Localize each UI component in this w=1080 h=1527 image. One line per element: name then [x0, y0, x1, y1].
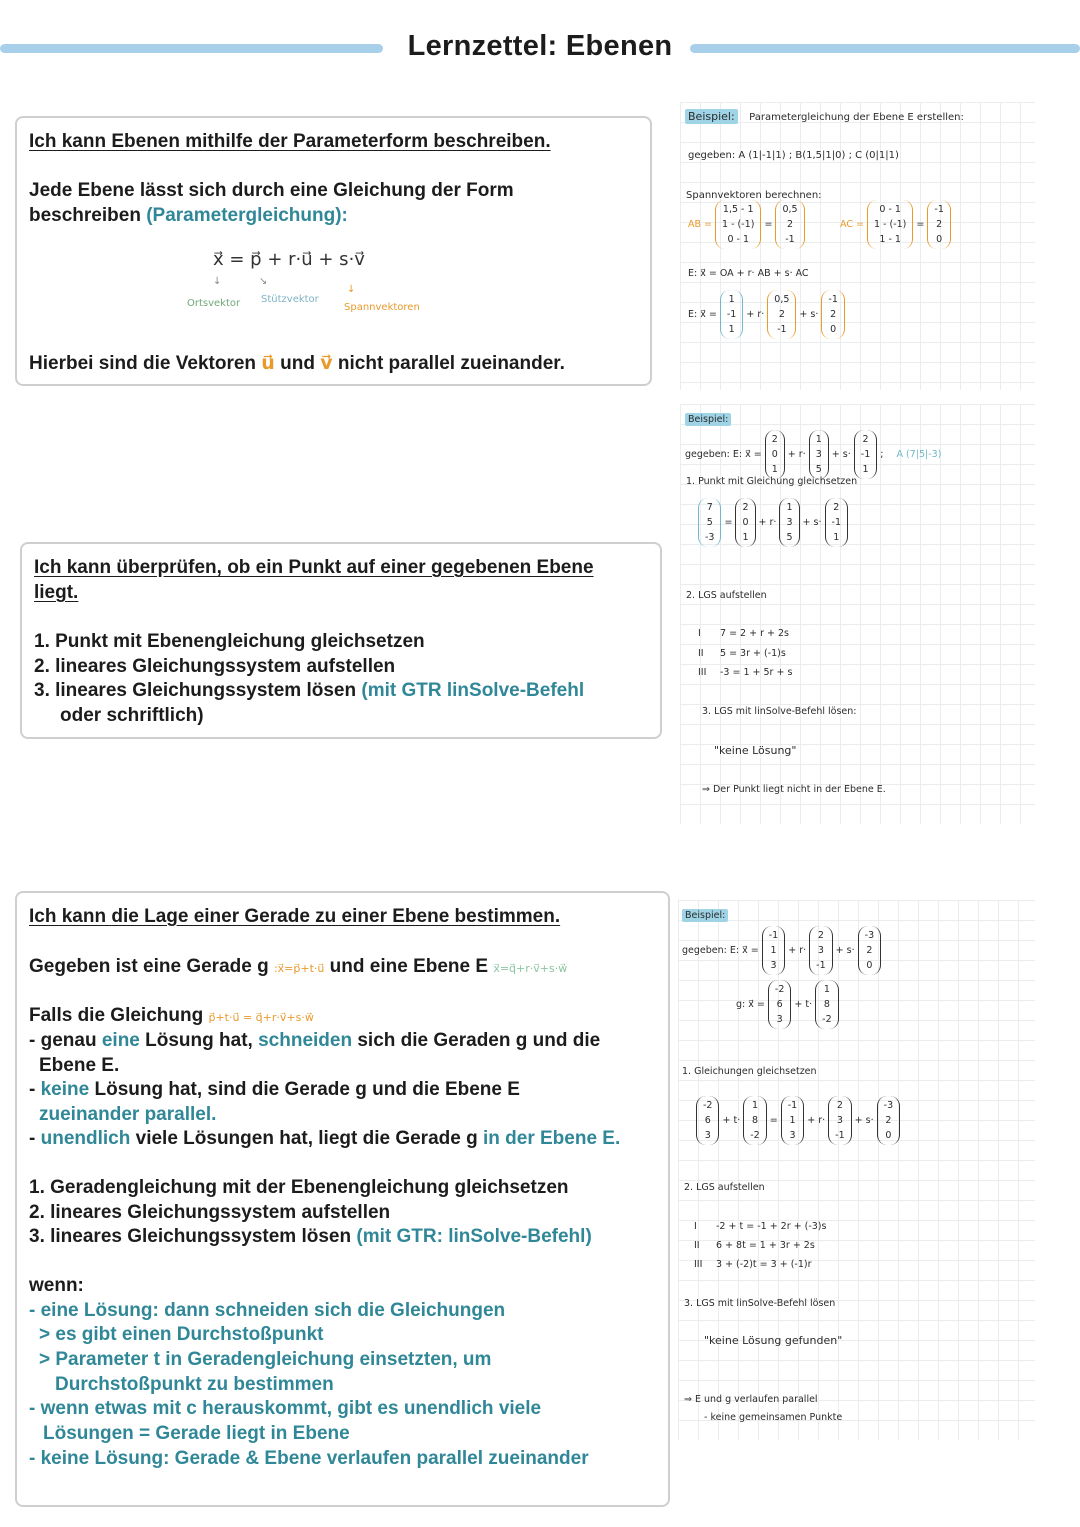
given-e: gegeben: E: x⃗ = -1 1 3 + r· 2 3 -1 + s· -3 2 0	[682, 914, 881, 975]
label-spannvektoren: Spannvektoren	[344, 302, 420, 313]
wenn-line: Lösungen = Gerade liegt in Ebene	[43, 1423, 350, 1444]
matrix-cell: 0 - 1	[879, 204, 901, 215]
notes-example-punktprobe	[680, 404, 1035, 824]
wenn-line: > es gibt einen Durchstoßpunkt	[39, 1324, 324, 1345]
e-label: E: x⃗ =	[688, 309, 717, 320]
wenn-line: > Parameter t in Geradengleichung einsetzten, um	[39, 1349, 492, 1370]
matrix-cell: 1 - (-1)	[722, 219, 755, 230]
conclusion: ⇒ E und g verlaufen parallel	[684, 1394, 818, 1405]
matrix-cell: 0	[742, 517, 749, 528]
label-ortsvektor: Ortsvektor	[187, 298, 241, 309]
vector-u: u⃗	[261, 353, 275, 374]
beispiel-label: Beispiel:	[685, 109, 738, 124]
equated-vectors: -2 6 3 + t· 1 8 -2 = -1 1 3 + r· 2 3 -1 + s· -3 2 0	[696, 1096, 900, 1145]
ac-matrix	[821, 290, 844, 339]
given-label: gegeben: E: x⃗ =	[682, 945, 759, 956]
row-equation: -2 + t = -1 + 2r + (-3)s	[716, 1221, 827, 1232]
matrix-cell: 2	[742, 502, 749, 513]
matrix-cell: 1	[815, 434, 822, 445]
matrix-cell: 1	[789, 1115, 796, 1126]
step: 1. Punkt mit Ebenengleichung gleichsetzen	[34, 631, 425, 652]
vector-matrix	[768, 980, 791, 1029]
wenn-label: wenn:	[29, 1275, 84, 1296]
matrix-cell: 0	[885, 1130, 892, 1141]
spann-label: Spannvektoren berechnen:	[686, 190, 822, 201]
box-parameterform	[15, 116, 652, 386]
ac-label: AC =	[840, 219, 864, 230]
wenn-line: - eine Lösung: dann schneiden sich die Gleichungen	[29, 1300, 506, 1321]
text-segment: keine	[40, 1079, 90, 1100]
vector-matrix	[809, 430, 829, 479]
step: 1. Geradengleichung mit der Ebenengleichung gleichsetzen	[29, 1177, 569, 1198]
equated-vectors: 7 5 -3 = 2 0 1 + r· 1 3 5 + s· 2 -1 1	[698, 498, 848, 547]
matrix-cell: -3	[864, 930, 875, 941]
matrix-cell: -3	[705, 532, 715, 543]
matrix-cell: 1	[728, 294, 735, 305]
matrix-cell: 1	[751, 1100, 759, 1111]
arrow-glyph: ↓	[213, 276, 222, 287]
matrix-cell: 0	[830, 324, 837, 335]
matrix-cell: -2	[822, 1014, 832, 1025]
matrix-cell: 3	[817, 945, 824, 956]
text-segment: unendlich	[40, 1128, 131, 1149]
row-number: I	[694, 1221, 697, 1232]
text-segment: in der Ebene E.	[482, 1128, 621, 1149]
case-line	[29, 1078, 520, 1103]
e-equation: x⃗=q⃗+r·v⃗+s·w⃗	[493, 962, 568, 975]
example-header	[685, 110, 964, 123]
matrix-cell: 1	[728, 324, 735, 335]
text-segment: -	[29, 1079, 41, 1100]
case-line: zueinander parallel.	[39, 1104, 217, 1125]
matrix-cell: 2	[836, 1100, 843, 1111]
given-g: g: x⃗ = -2 6 3 + t· 1 8 -2	[736, 980, 839, 1029]
step	[29, 1225, 592, 1250]
matrix-cell: 5	[815, 464, 822, 475]
oa-matrix	[720, 290, 743, 339]
row-equation: 6 + 8t = 1 + 3r + 2s	[716, 1240, 815, 1251]
parametergleichung-label: (Parametergleichung):	[146, 205, 348, 226]
vector-matrix	[765, 430, 785, 479]
title-bar-left	[0, 44, 383, 53]
matrix-cell: 1	[786, 502, 793, 513]
box-punktprobe	[20, 542, 662, 739]
text-segment: sich die Geraden g und die	[352, 1030, 601, 1051]
text-segment: nicht parallel zueinander.	[332, 353, 565, 374]
ab-label: AB =	[688, 219, 712, 230]
matrix-cell: -1	[816, 960, 826, 971]
matrix-cell: 1 - (-1)	[873, 219, 907, 230]
matrix-cell: 3	[815, 449, 822, 460]
vector-matrix	[735, 498, 755, 547]
matrix-cell: 2	[862, 434, 869, 445]
matrix-cell: 7	[706, 502, 713, 513]
box-heading: liegt.	[34, 582, 79, 603]
formula: x⃗ = p⃗ + r·u⃗ + s·v⃗	[213, 249, 365, 270]
box-heading: Ich kann Ebenen mithilfe der Parameterform beschreiben.	[29, 131, 551, 152]
row-equation: 3 + (-2)t = 3 + (-1)r	[716, 1259, 812, 1270]
matrix-cell: 2	[817, 930, 824, 941]
matrix-cell: 5	[786, 532, 793, 543]
label-stuetzvektor: Stützvektor	[261, 294, 319, 305]
step: 2. lineares Gleichungssystem aufstellen	[34, 656, 396, 677]
given-label: gegeben: E: x⃗ =	[685, 449, 762, 460]
page-title: Lernzettel: Ebenen	[407, 30, 673, 62]
step-label: 2. LGS aufstellen	[684, 1182, 765, 1193]
wenn-line: Durchstoßpunkt zu bestimmen	[55, 1374, 334, 1395]
text-segment: Lösung hat,	[139, 1030, 259, 1051]
text-segment: Gegeben ist eine Gerade g	[29, 956, 274, 977]
matrix-cell: 2	[866, 945, 873, 956]
text-segment: und eine Ebene E	[324, 956, 494, 977]
matrix-cell: -1	[768, 930, 779, 941]
row-number: III	[698, 667, 707, 678]
matrix-cell: -2	[774, 984, 785, 995]
vector-matrix	[743, 1096, 766, 1145]
matrix-cell: 2	[778, 309, 785, 320]
vector-matrix	[781, 1096, 804, 1145]
ab-calc-matrix	[715, 200, 761, 249]
matrix-cell: -2	[703, 1100, 713, 1111]
lgs-row	[698, 628, 789, 639]
result-text: "keine Lösung gefunden"	[704, 1334, 843, 1347]
vector-matrix	[877, 1096, 900, 1145]
matrix-cell: -1	[777, 324, 787, 335]
matrix-cell: -1	[831, 517, 842, 528]
g-label: g: x⃗ =	[736, 999, 765, 1010]
matrix-cell: 3	[786, 517, 793, 528]
vector-matrix	[825, 498, 848, 547]
matrix-cell: 2	[786, 219, 794, 230]
matrix-cell: 1	[823, 984, 830, 995]
text-segment: eine	[101, 1030, 140, 1051]
vector-matrix	[854, 430, 877, 479]
step: 2. lineares Gleichungssystem aufstellen	[29, 1202, 391, 1223]
falls-equation: p⃗+t·u⃗ = q⃗+r·v⃗+s·w⃗	[208, 1011, 314, 1024]
matrix-cell: 3	[770, 960, 777, 971]
matrix-cell: -1	[835, 1130, 845, 1141]
matrix-cell: 3	[704, 1130, 711, 1141]
text-segment: 3. lineares Gleichungssystem lösen	[29, 1226, 357, 1247]
step	[34, 679, 584, 704]
matrix-cell: -1	[828, 294, 838, 305]
matrix-cell: 1	[771, 464, 778, 475]
ab-result-matrix	[775, 200, 804, 249]
g-equation: :x⃗=p⃗+t·u⃗	[273, 962, 325, 975]
text-segment: viele Lösungen hat, liegt die Gerade g	[130, 1128, 483, 1149]
beispiel-label: Beispiel:	[682, 909, 728, 922]
notes-example-lage	[678, 900, 1035, 1440]
case-line: Ebene E.	[39, 1055, 120, 1076]
matrix-cell: 2	[771, 434, 778, 445]
step-label: 2. LGS aufstellen	[686, 590, 767, 601]
lgs-row	[698, 667, 792, 678]
conclusion: ⇒ Der Punkt liegt nicht in der Ebene E.	[702, 784, 886, 795]
vector-matrix	[696, 1096, 719, 1145]
matrix-cell: 1	[862, 464, 869, 475]
conclusion: - keine gemeinsamen Punkte	[704, 1412, 843, 1423]
text-line	[29, 204, 348, 229]
matrix-cell: -1	[787, 1100, 798, 1111]
matrix-cell: 0 - 1	[727, 234, 750, 245]
matrix-cell: 6	[776, 999, 783, 1010]
box-lage-gerade-ebene	[15, 891, 670, 1507]
matrix-cell: 1,5 - 1	[722, 204, 754, 215]
text-segment: Lösung hat, sind die Gerade g und die Ebene E	[89, 1079, 520, 1100]
matrix-cell: 2	[936, 219, 943, 230]
matrix-cell: 3	[836, 1115, 843, 1126]
step-continuation: oder schriftlich)	[60, 705, 204, 726]
matrix-cell: -1	[934, 204, 944, 215]
vector-matrix	[779, 498, 799, 547]
text-segment: - genau	[29, 1030, 102, 1051]
ab-matrix	[767, 290, 796, 339]
given-line: gegeben: A (1|-1|1) ; B(1,5|1|0) ; C (0|1|1)	[688, 150, 899, 161]
matrix-cell: 8	[823, 999, 830, 1010]
lgs-row	[694, 1259, 812, 1270]
matrix-cell: -1	[726, 309, 737, 320]
ac-calc-matrix	[867, 200, 913, 249]
vector-v: v⃗	[320, 353, 333, 374]
matrix-cell: 0,5	[782, 204, 798, 215]
matrix-cell: 3	[789, 1130, 796, 1141]
step-label: 3. LGS mit linSolve-Befehl lösen	[684, 1298, 836, 1309]
matrix-cell: 6	[704, 1115, 711, 1126]
vector-matrix	[809, 926, 832, 975]
row-number: III	[694, 1259, 703, 1270]
row-equation: -3 = 1 + 5r + s	[720, 667, 793, 678]
given-line: gegeben: E: x⃗ = 2 0 1 + r· 1 3 5 + s· 2 -1 1 ; A (7|5|-3)	[685, 418, 941, 479]
text-segment: Hierbei sind die Vektoren	[29, 353, 262, 374]
text-line: Jede Ebene lässt sich durch eine Gleichung der Form	[29, 180, 514, 201]
text-segment: beschreiben	[29, 205, 147, 226]
row-number: II	[694, 1240, 700, 1251]
matrix-cell: -3	[883, 1100, 894, 1111]
lgs-row	[698, 648, 786, 659]
text-line	[29, 352, 565, 377]
case-line	[29, 1029, 600, 1054]
matrix-cell: 1	[742, 532, 749, 543]
wenn-line: - keine Lösung: Gerade & Ebene verlaufen parallel zueinander	[29, 1448, 589, 1469]
matrix-cell: 0	[866, 960, 873, 971]
vector-matrix	[762, 926, 785, 975]
matrix-cell: 2	[833, 502, 840, 513]
row-number: II	[698, 648, 704, 659]
e-equation-vectors: E: x⃗ = 1 -1 1 + r· 0,5 2 -1 + s· -1 2 0	[688, 290, 845, 339]
point-label: A (7|5|-3)	[896, 449, 942, 460]
text-line	[29, 955, 567, 982]
point-matrix	[698, 498, 721, 547]
case-line	[29, 1127, 620, 1152]
matrix-cell: 1	[770, 945, 777, 956]
box-heading: Ich kann überprüfen, ob ein Punkt auf einer gegebenen Ebene	[34, 557, 594, 578]
result-text: "keine Lösung"	[714, 744, 797, 757]
text-line	[29, 1004, 314, 1031]
matrix-cell: 0	[936, 234, 943, 245]
text-segment: und	[274, 353, 321, 374]
step-label: 3. LGS mit linSolve-Befehl lösen:	[702, 706, 857, 717]
arrow-glyph: ↘	[259, 276, 268, 287]
matrix-cell: 2	[830, 309, 837, 320]
ac-vector: AC = 0 - 1 1 - (-1) 1 - 1 = -1 2 0	[840, 200, 951, 249]
text-segment: Falls die Gleichung	[29, 1005, 209, 1026]
task-text: Parametergleichung der Ebene E erstellen:	[749, 112, 964, 123]
arrow-glyph: ↓	[347, 284, 356, 295]
text-segment: 3. lineares Gleichungssystem lösen	[34, 680, 362, 701]
row-number: I	[698, 628, 701, 639]
step-label: 1. Punkt mit Gleichung gleichsetzen	[686, 476, 858, 487]
matrix-cell: 0	[771, 449, 778, 460]
notes-example-parameterform	[680, 102, 1035, 390]
box-heading: Ich kann die Lage einer Gerade zu einer Ebene bestimmen.	[29, 906, 561, 927]
vector-matrix	[858, 926, 881, 975]
step-label: 1. Gleichungen gleichsetzen	[682, 1066, 817, 1077]
vector-matrix	[828, 1096, 851, 1145]
matrix-cell: 1 - 1	[879, 234, 901, 245]
matrix-cell: 5	[706, 517, 713, 528]
text-segment: schneiden	[258, 1030, 353, 1051]
beispiel-label: Beispiel:	[685, 413, 731, 426]
gtr-hint: (mit GTR: linSolve-Befehl)	[356, 1226, 592, 1247]
title-bar-right	[690, 44, 1080, 53]
lgs-row	[694, 1240, 815, 1251]
ab-vector: AB = 1,5 - 1 1 - (-1) 0 - 1 = 0,5 2 -1	[688, 200, 805, 249]
matrix-cell: -1	[785, 234, 795, 245]
matrix-cell: 0,5	[774, 294, 790, 305]
vector-matrix	[815, 980, 838, 1029]
matrix-cell: 2	[885, 1115, 892, 1126]
matrix-cell: 8	[751, 1115, 759, 1126]
row-equation: 7 = 2 + r + 2s	[720, 628, 789, 639]
matrix-cell: 3	[776, 1014, 783, 1025]
text-segment: -	[29, 1128, 41, 1149]
row-equation: 5 = 3r + (-1)s	[720, 648, 786, 659]
lgs-row	[694, 1221, 826, 1232]
ac-result-matrix	[927, 200, 950, 249]
matrix-cell: -2	[750, 1130, 760, 1141]
matrix-cell: -1	[860, 449, 871, 460]
e-equation-line: E: x⃗ = OA + r· AB + s· AC	[688, 268, 809, 279]
gtr-hint: (mit GTR linSolve-Befehl	[361, 680, 585, 701]
wenn-line: - wenn etwas mit c herauskommt, gibt es unendlich viele	[29, 1398, 542, 1419]
matrix-cell: 1	[833, 532, 840, 543]
